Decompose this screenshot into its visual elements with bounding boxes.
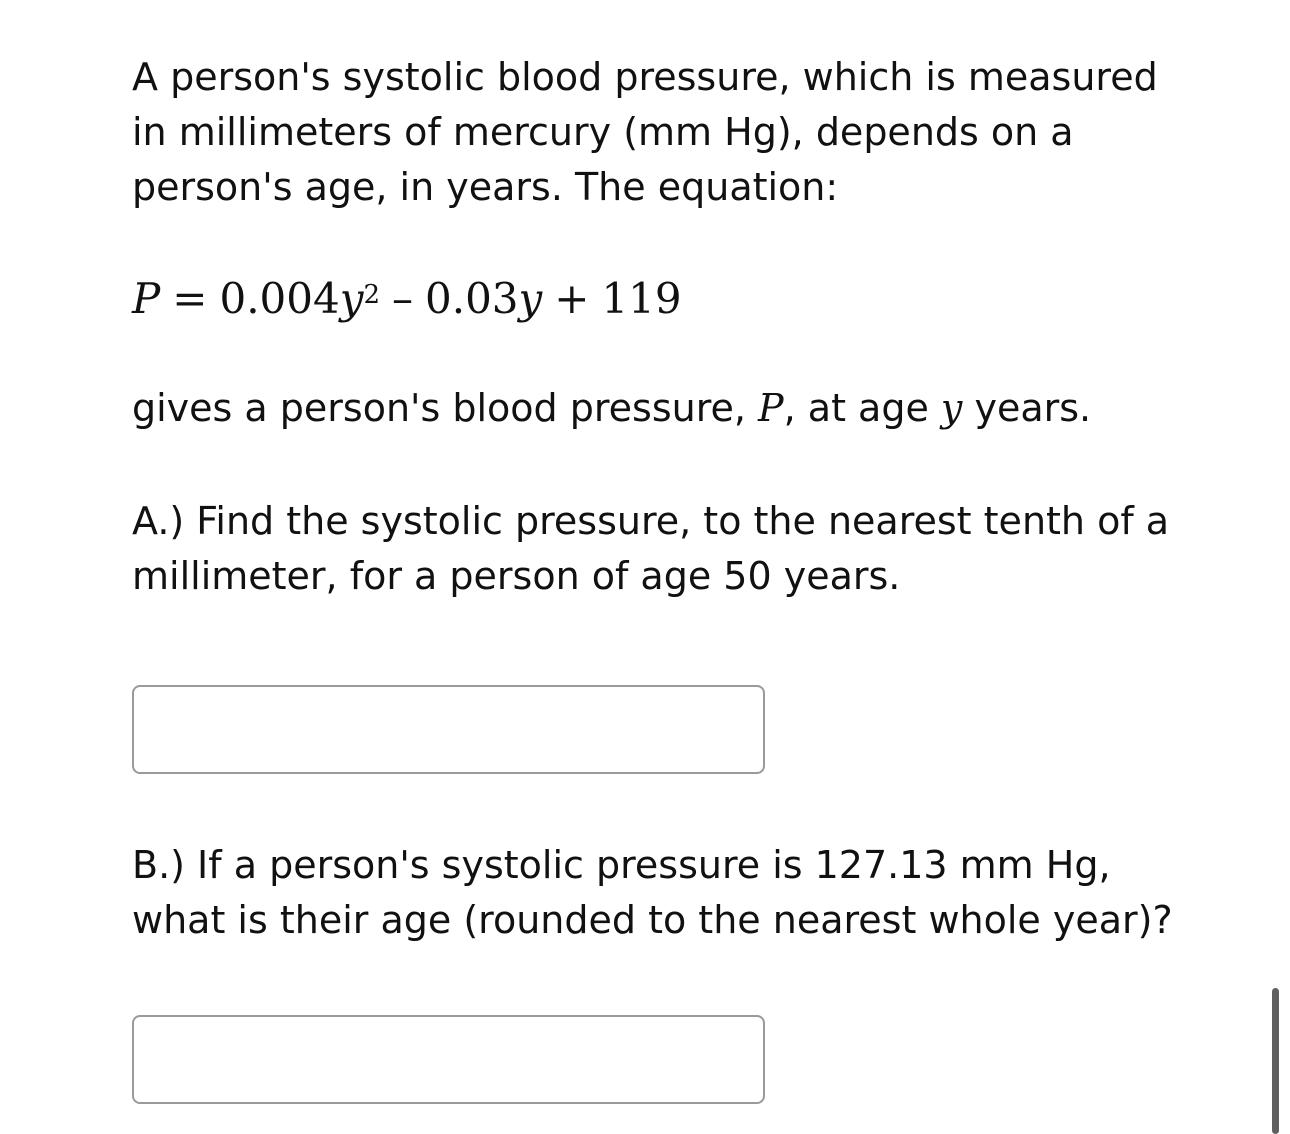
gives-var-y: y [940,386,963,430]
equation-explanation [132,381,1192,436]
answer-a-input[interactable] [132,685,765,774]
equation-constant: 119 [601,274,682,323]
scrollbar-thumb[interactable] [1272,988,1279,1134]
gives-var-p: P [758,386,784,430]
gives-text-1: gives a person's blood pressure, [132,386,759,430]
blood-pressure-equation [132,271,1192,327]
answer-b-input[interactable] [132,1015,765,1104]
equation-plus: + [554,274,590,323]
equation-coef1: 0.004 [219,274,340,323]
problem-intro: A person's systolic blood pressure, which is measured in millimeters of mercury (mm Hg), depends on a person's age, in years. The equation: [132,55,1158,209]
question-a: A.) Find the systolic pressure, to the nearest tenth of a millimeter, for a person of age 50 years. [132,499,1170,598]
equation-var1: y [339,274,364,323]
equation-exponent: 2 [363,280,380,310]
equation-coef2: 0.03 [425,274,519,323]
equation-var2: y [518,274,543,323]
equation-equals: = [172,274,208,323]
equation-minus: – [392,274,413,323]
equation-lhs: P [132,274,161,323]
question-b: B.) If a person's systolic pressure is 127.13 mm Hg, what is their age (rounded to the nearest whole year)? [132,843,1173,942]
gives-text-3: years. [962,386,1092,430]
question-content [132,50,1192,1104]
gives-text-2: , at age [783,386,941,430]
